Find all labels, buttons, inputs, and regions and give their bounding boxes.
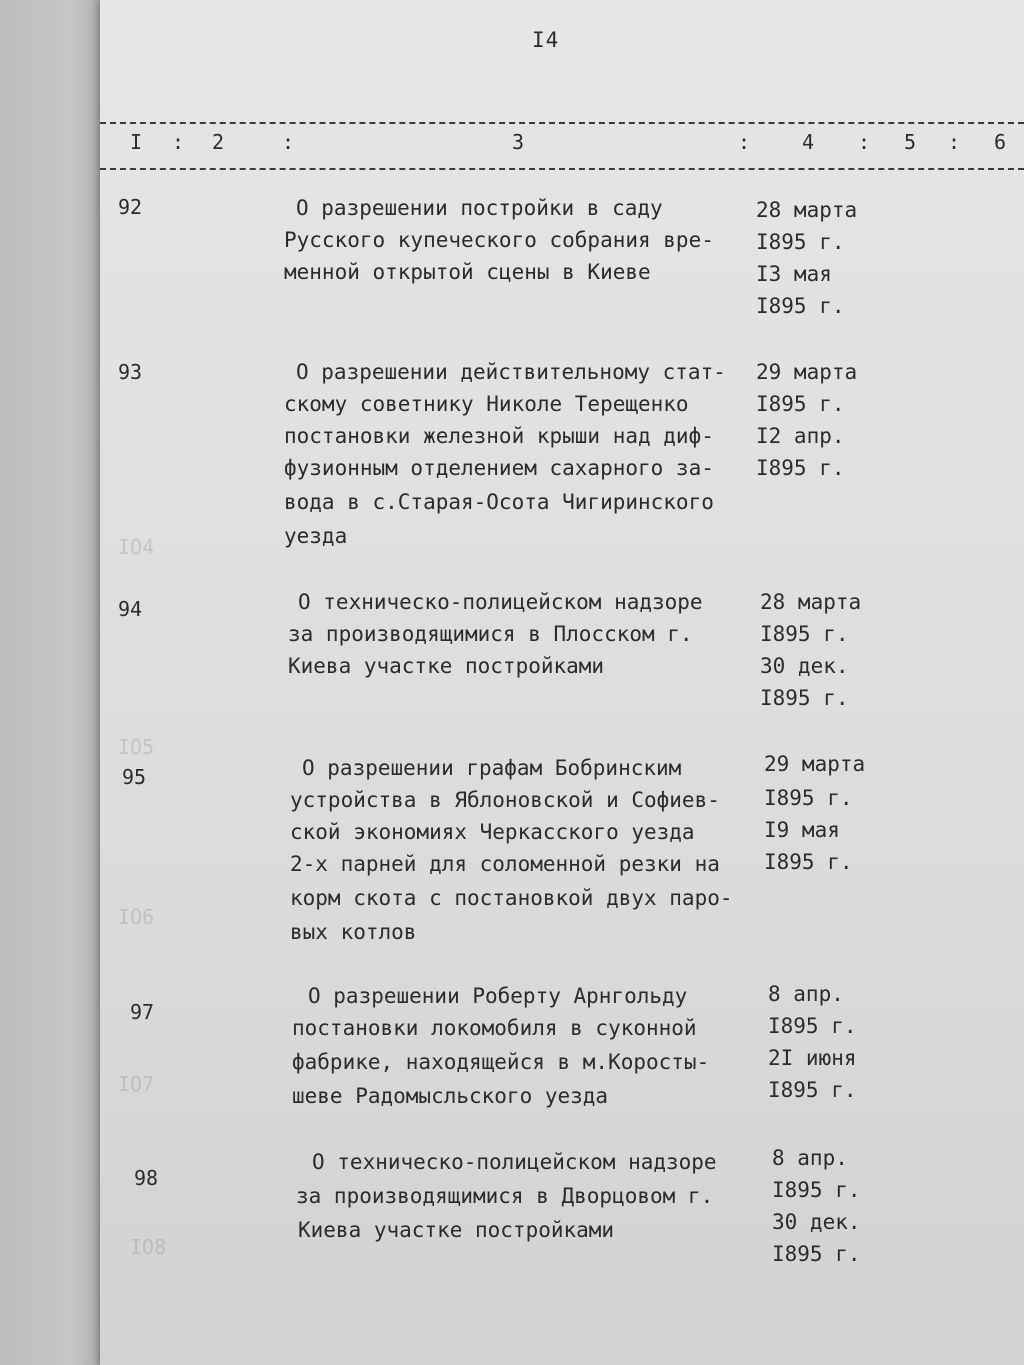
bleed-through-text: IO5 bbox=[118, 735, 155, 759]
entry-date-line: I2 апр. bbox=[756, 424, 845, 448]
header-top-rule bbox=[100, 122, 1024, 124]
entry-description-line: фузионным отделением сахарного за- bbox=[284, 456, 714, 480]
column-header-2: 2 bbox=[212, 130, 225, 154]
column-separator: : bbox=[858, 130, 871, 154]
entry-description-line: О техническо-полицейском надзоре bbox=[312, 1150, 717, 1174]
entry-date-line: 8 апр. bbox=[768, 982, 844, 1006]
page-number: I4 bbox=[532, 28, 560, 52]
entry-number: 95 bbox=[122, 765, 147, 789]
entry-date-line: I895 г. bbox=[760, 622, 849, 646]
entry-number: 92 bbox=[118, 195, 143, 219]
column-separator: : bbox=[172, 130, 185, 154]
entry-date-line: I895 г. bbox=[772, 1178, 861, 1202]
column-separator: : bbox=[948, 130, 961, 154]
entry-number: 94 bbox=[118, 597, 143, 621]
entry-description-line: О разрешении постройки в саду bbox=[296, 196, 663, 220]
entry-description-line: О разрешении действительному стат- bbox=[296, 360, 726, 384]
column-header-1: I bbox=[130, 130, 143, 154]
entry-date-line: I9 мая bbox=[764, 818, 840, 842]
book-binding bbox=[0, 0, 105, 1365]
entry-number: 98 bbox=[134, 1166, 159, 1190]
entry-date-line: I895 г. bbox=[764, 850, 853, 874]
entry-description-line: Киева участке постройками bbox=[298, 1218, 615, 1242]
entry-description-line: постановки локомобиля в суконной bbox=[292, 1016, 697, 1040]
column-header-6: 6 bbox=[994, 130, 1007, 154]
entry-description-line: менной открытой сцены в Киеве bbox=[284, 260, 651, 284]
bleed-through-text: IO7 bbox=[118, 1072, 155, 1096]
entry-date-line: I895 г. bbox=[756, 392, 845, 416]
header-bottom-rule bbox=[100, 168, 1024, 170]
entry-description-line: 2-х парней для соломенной резки на bbox=[290, 852, 720, 876]
entry-description-line: О техническо-полицейском надзоре bbox=[298, 590, 703, 614]
entry-description-line: за производящимися в Дворцовом г. bbox=[296, 1184, 714, 1208]
entry-date-line: I895 г. bbox=[756, 294, 845, 318]
bleed-through-text: IO8 bbox=[130, 1235, 167, 1259]
entry-date-line: 30 дек. bbox=[772, 1210, 861, 1234]
entry-date-line: 29 марта bbox=[756, 360, 858, 384]
bleed-through-text: IO6 bbox=[118, 905, 155, 929]
column-separator: : bbox=[738, 130, 751, 154]
column-header-4: 4 bbox=[802, 130, 815, 154]
entry-description-line: вода в с.Старая-Осота Чигиринского bbox=[284, 490, 714, 514]
entry-date-line: 30 дек. bbox=[760, 654, 849, 678]
entry-description-line: за производящимися в Плосском г. bbox=[288, 622, 693, 646]
entry-description-line: постановки железной крыши над диф- bbox=[284, 424, 714, 448]
entry-description-line: О разрешении графам Бобринским bbox=[302, 756, 682, 780]
entry-date-line: I895 г. bbox=[760, 686, 849, 710]
entry-date-line: I895 г. bbox=[772, 1242, 861, 1266]
entry-date-line: 29 марта bbox=[764, 752, 866, 776]
entry-date-line: I895 г. bbox=[768, 1014, 857, 1038]
entry-description-line: ской экономиях Черкасского уезда bbox=[290, 820, 695, 844]
entry-date-line: 28 марта bbox=[756, 198, 858, 222]
entry-date-line: I895 г. bbox=[768, 1078, 857, 1102]
entry-description-line: О разрешении Роберту Арнгольду bbox=[308, 984, 688, 1008]
entry-date-line: 28 марта bbox=[760, 590, 862, 614]
entry-date-line: I895 г. bbox=[756, 456, 845, 480]
entry-description-line: корм скота с постановкой двух паро- bbox=[290, 886, 733, 910]
entry-date-line: I895 г. bbox=[756, 230, 845, 254]
bleed-through-text: IO4 bbox=[118, 535, 155, 559]
column-header-3: 3 bbox=[512, 130, 525, 154]
entry-description-line: шеве Радомысльского уезда bbox=[292, 1084, 609, 1108]
entry-description-line: уезда bbox=[284, 524, 348, 548]
column-header-5: 5 bbox=[904, 130, 917, 154]
entry-description-line: Киева участке постройками bbox=[288, 654, 605, 678]
entry-date-line: 2I июня bbox=[768, 1046, 857, 1070]
entry-date-line: I3 мая bbox=[756, 262, 832, 286]
entry-description-line: Русского купеческого собрания вре- bbox=[284, 228, 714, 252]
entry-date-line: I895 г. bbox=[764, 786, 853, 810]
entry-number: 93 bbox=[118, 360, 143, 384]
entry-date-line: 8 апр. bbox=[772, 1146, 848, 1170]
entry-number: 97 bbox=[130, 1000, 155, 1024]
entry-description-line: фабрике, находящейся в м.Коросты- bbox=[292, 1050, 710, 1074]
entry-description-line: устройства в Яблоновской и Софиев- bbox=[290, 788, 720, 812]
column-separator: : bbox=[282, 130, 295, 154]
entry-description-line: вых котлов bbox=[290, 920, 417, 944]
entry-description-line: скому советнику Николе Терещенко bbox=[284, 392, 689, 416]
